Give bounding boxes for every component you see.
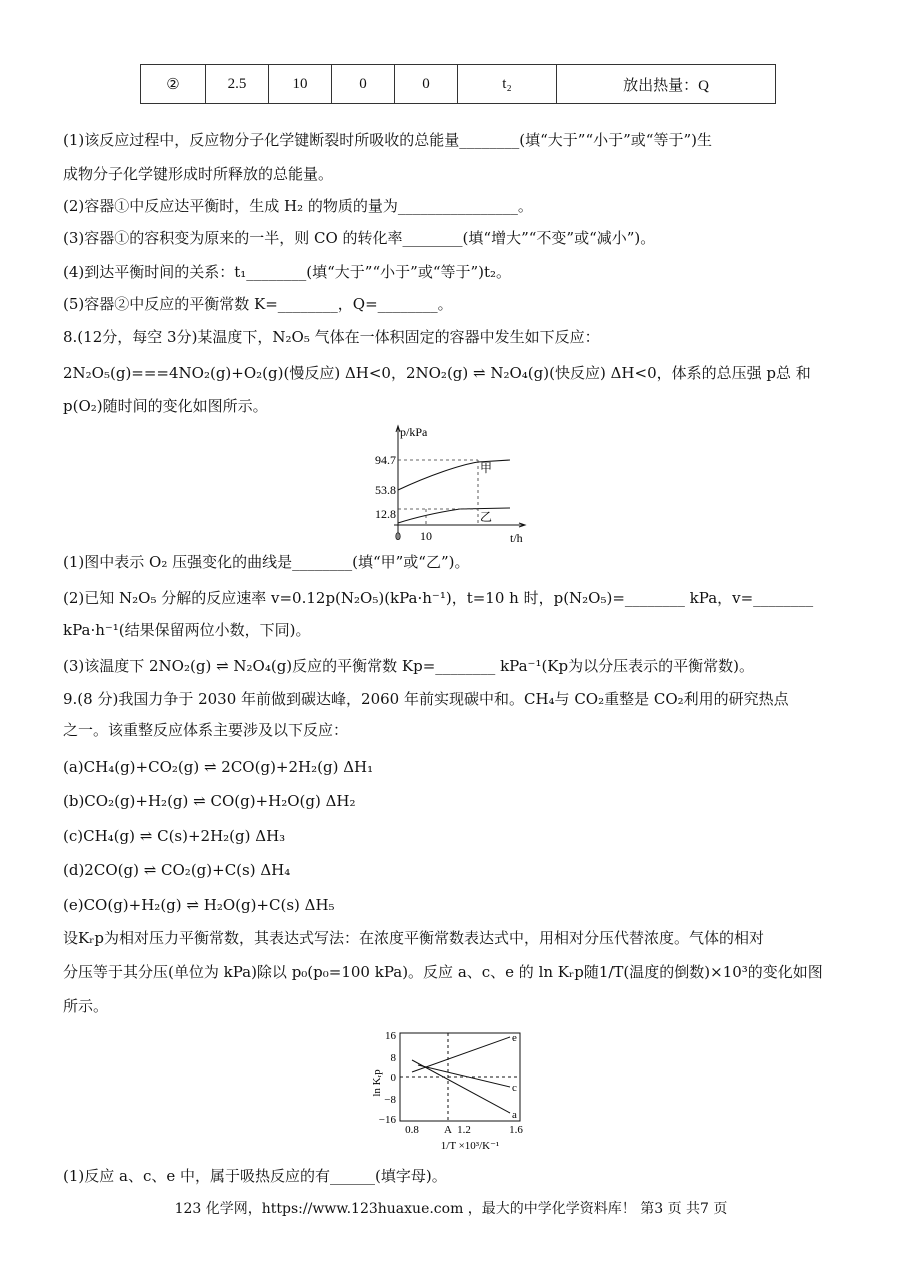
series-label-a: a [512, 1109, 517, 1121]
y-tick-label: 94.7 [375, 453, 396, 467]
x-tick-label: A [444, 1124, 452, 1136]
y-axis-label: p/kPa [400, 425, 428, 439]
text-line: 分压等于其分压(单位为 kPa)除以 p₀(p₀=100 kPa)。反应 a、c、e 的 ln Kᵣp随1/T(温度的倒数)×10³的变化如图 [63, 963, 823, 981]
page-footer: 123 化学网，https://www.123huaxue.com ，最大的中学化学资料库！ 第3 页 共7 页 [174, 1201, 728, 1217]
text-line: (b)CO₂(g)+H₂(g) ⇌ CO(g)+H₂O(g) ΔH₂ [63, 792, 356, 810]
y-tick-label: 12.8 [375, 507, 396, 521]
text-line: kPa·h⁻¹(结果保留两位小数，下同)。 [63, 621, 311, 639]
y-tick-label: −16 [378, 1114, 396, 1126]
text-line: (4)到达平衡时间的关系：t₁________(填“大于”“小于”或“等于”)t₂。 [63, 263, 512, 281]
table-cell: ② [141, 65, 206, 104]
y-tick-label: 53.8 [375, 483, 396, 497]
text-line: (a)CH₄(g)+CO₂(g) ⇌ 2CO(g)+2H₂(g) ΔH₁ [63, 758, 374, 776]
text-line: (d)2CO(g) ⇌ CO₂(g)+C(s) ΔH₄ [63, 861, 291, 879]
text-line: (3)容器①的容积变为原来的一半，则 CO 的转化率________(填“增大”“不变”或“减小”)。 [63, 229, 656, 247]
x-tick-label: 1.2 [457, 1124, 471, 1136]
x-axis-label: t/h [510, 531, 523, 545]
text-line: 成物分子化学键形成时所释放的总能量。 [63, 165, 334, 183]
series-line-a [412, 1060, 510, 1113]
text-line: 8.(12分，每空 3分)某温度下，N₂O₅ 气体在一体积固定的容器中发生如下反应： [63, 328, 600, 346]
x-tick-label: 0.8 [405, 1124, 419, 1136]
data-table [140, 64, 776, 104]
table-row [141, 65, 776, 104]
x-axis-label: 1/T ×10³/K⁻¹ [440, 1140, 500, 1152]
text-line: 设Kᵣp为相对压力平衡常数，其表达式写法：在浓度平衡常数表达式中，用相对分压代替浓度。气体的相对 [63, 929, 765, 947]
y-tick-label: 0 [390, 1072, 396, 1084]
text-line: 之一。该重整反应体系主要涉及以下反应： [63, 721, 349, 739]
text-line: p(O₂)随时间的变化如图所示。 [63, 397, 268, 415]
table-cell: 2.5 [206, 65, 269, 104]
series-label-jia: 甲 [480, 461, 493, 475]
text-line: (2)已知 N₂O₅ 分解的反应速率 v=0.12p(N₂O₅)(kPa·h⁻¹)，t=10 h 时，p(N₂O₅)=________ kPa，v=________ [63, 589, 814, 607]
y-tick-label: 16 [385, 1030, 396, 1042]
series-label-yi: 乙 [480, 510, 493, 524]
text-line: (c)CH₄(g) ⇌ C(s)+2H₂(g) ΔH₃ [63, 827, 286, 845]
text-line: (e)CO(g)+H₂(g) ⇌ H₂O(g)+C(s) ΔH₅ [63, 896, 335, 914]
series-line-c [418, 1065, 510, 1087]
x-tick-label: 1.6 [509, 1124, 523, 1136]
series-label-c: c [512, 1082, 517, 1094]
text-line: (1)图中表示 O₂ 压强变化的曲线是________(填“甲”或“乙”)。 [63, 553, 470, 571]
table-cell: t₂ [458, 65, 557, 104]
x-tick-label: 0 [395, 529, 401, 543]
text-line: 9.(8 分)我国力争于 2030 年前做到碳达峰，2060 年前实现碳中和。CH₄与 CO₂重整是 CO₂利用的研究热点 [63, 690, 789, 708]
table-cell: 0 [395, 65, 458, 104]
x-tick-label: 10 [420, 529, 432, 543]
text-line: (1)反应 a、c、e 中，属于吸热反应的有______(填字母)。 [63, 1167, 447, 1185]
text-line: (1)该反应过程中，反应物分子化学键断裂时所吸收的总能量________(填“大于”“小于”或“等于”)生 [63, 131, 712, 149]
text-line: 2N₂O₅(g)===4NO₂(g)+O₂(g)(慢反应) ΔH<0，2NO₂(g) ⇌ N₂O₄(g)(快反应) ΔH<0，体系的总压强 p总 和 [63, 364, 811, 382]
table-cell: 放出热量：Q [557, 65, 776, 104]
series-line-yi [398, 508, 510, 523]
y-tick-label: −8 [384, 1094, 396, 1106]
series-label-e: e [512, 1032, 517, 1044]
series-line-jia [398, 460, 510, 490]
text-line: 所示。 [63, 997, 109, 1015]
y-tick-label: 8 [390, 1052, 396, 1064]
table-cell: 0 [332, 65, 395, 104]
text-line: (2)容器①中反应达平衡时，生成 H₂ 的物质的量为________________。 [63, 197, 533, 215]
table-cell: 10 [269, 65, 332, 104]
y-axis-label: ln Kᵣp [371, 1069, 383, 1097]
text-line: (3)该温度下 2NO₂(g) ⇌ N₂O₄(g)反应的平衡常数 Kp=________ kPa⁻¹(Kp为以分压表示的平衡常数)。 [63, 657, 754, 675]
text-line: (5)容器②中反应的平衡常数 K=________，Q=________。 [63, 295, 453, 313]
lnkp-chart [360, 1025, 550, 1155]
pressure-time-chart [360, 420, 540, 545]
